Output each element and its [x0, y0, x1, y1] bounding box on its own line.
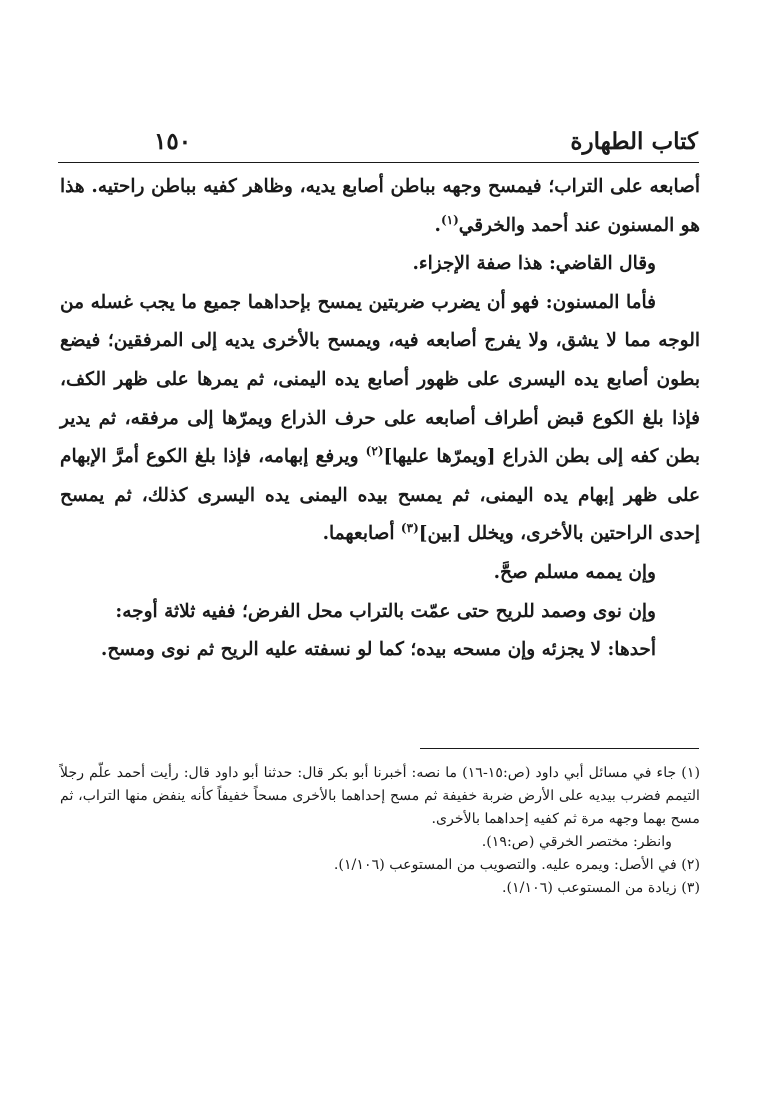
footnote-ref: (١) [440, 212, 459, 227]
header-divider [58, 162, 699, 163]
paragraph-text: أصابعهما. [322, 523, 401, 545]
paragraph: وقال القاضي: هذا صفة الإجزاء. [412, 253, 656, 275]
footnote-1: (١) جاء في مسائل أبي داود (ص:١٥-١٦) ما نصه: أخبرنا أبو بكر قال: حدثنا أبو داود قال: رأيت أحمد علّم رجلاً التيمم فضرب بيديه على الأرض ضربة خفيفة ثم مسح إحداهما بالأخرى مسحاً خفيفاً كأنه ينفض منها التراب، ثم مسح بهما وجهه مرة ثم كفيه إحداهما بالأخرى. [60, 765, 701, 827]
footnote-1-continued: وانظر: مختصر الخرقي (ص:١٩). [481, 834, 672, 850]
paragraph-text: . [434, 214, 441, 236]
chapter-title: كتاب الطهارة [570, 128, 698, 155]
footnote-ref: (٢) [365, 444, 384, 458]
footnote-ref: (٣) [400, 521, 419, 536]
footnotes [60, 762, 700, 900]
footnote-2: (٢) في الأصل: ويمره عليه. والتصويب من المستوعب (١/١٠٦). [333, 857, 700, 873]
paragraph-text: ويرفع إبهامه، فإذا بلغ الكوع أمرَّ الإبهام على ظهر إبهام يده اليمنى، ثم يمسح بيده اليمنى يده اليسرى كذلك، ثم يمسح إحدى الراحتين بالأخرى، ويخلل [بين] [60, 446, 700, 545]
paragraph [60, 284, 700, 554]
paragraph-text: أصابعه على التراب؛ فيمسح وجهه بباطن أصابع يديه، وظاهر كفيه بباطن راحتيه. هذا هو المسنون عند أحمد والخرقي [60, 176, 700, 236]
main-text [60, 168, 700, 670]
paragraph-text: فأما المسنون: فهو أن يضرب ضربتين يمسح بإحداهما جميع ما يجب غسله من الوجه مما لا يشق، ولا يفرج أصابعه فيه، ويمسح بالأخرى يديه إلى المرفقين؛ فيضع بطون أصابع يده اليسرى على ظهور أصابع يده اليمنى، ثم يمرها على ظهر الكف، فإذا بلغ الكوع قبض أطراف أصابعه على حرف الذراع ويمرّها إلى مرفقه، ثم يدير بطن كفه إلى بطن الذراع [ويمرّها عليها] [60, 291, 700, 468]
paragraph [60, 168, 700, 245]
page-number: ١٥٠ [154, 128, 192, 155]
footnote-3: (٣) زيادة من المستوعب (١/١٠٦). [502, 880, 700, 896]
running-header [58, 127, 698, 163]
footnote-divider [420, 748, 699, 749]
paragraph: أحدها: لا يجزئه وإن مسحه بيده؛ كما لو نسفته عليه الريح ثم نوى ومسح. [100, 639, 656, 661]
paragraph: وإن يممه مسلم صحَّ. [493, 561, 656, 583]
paragraph: وإن نوى وصمد للريح حتى عمّت بالتراب محل الفرض؛ ففيه ثلاثة أوجه: [115, 600, 656, 622]
